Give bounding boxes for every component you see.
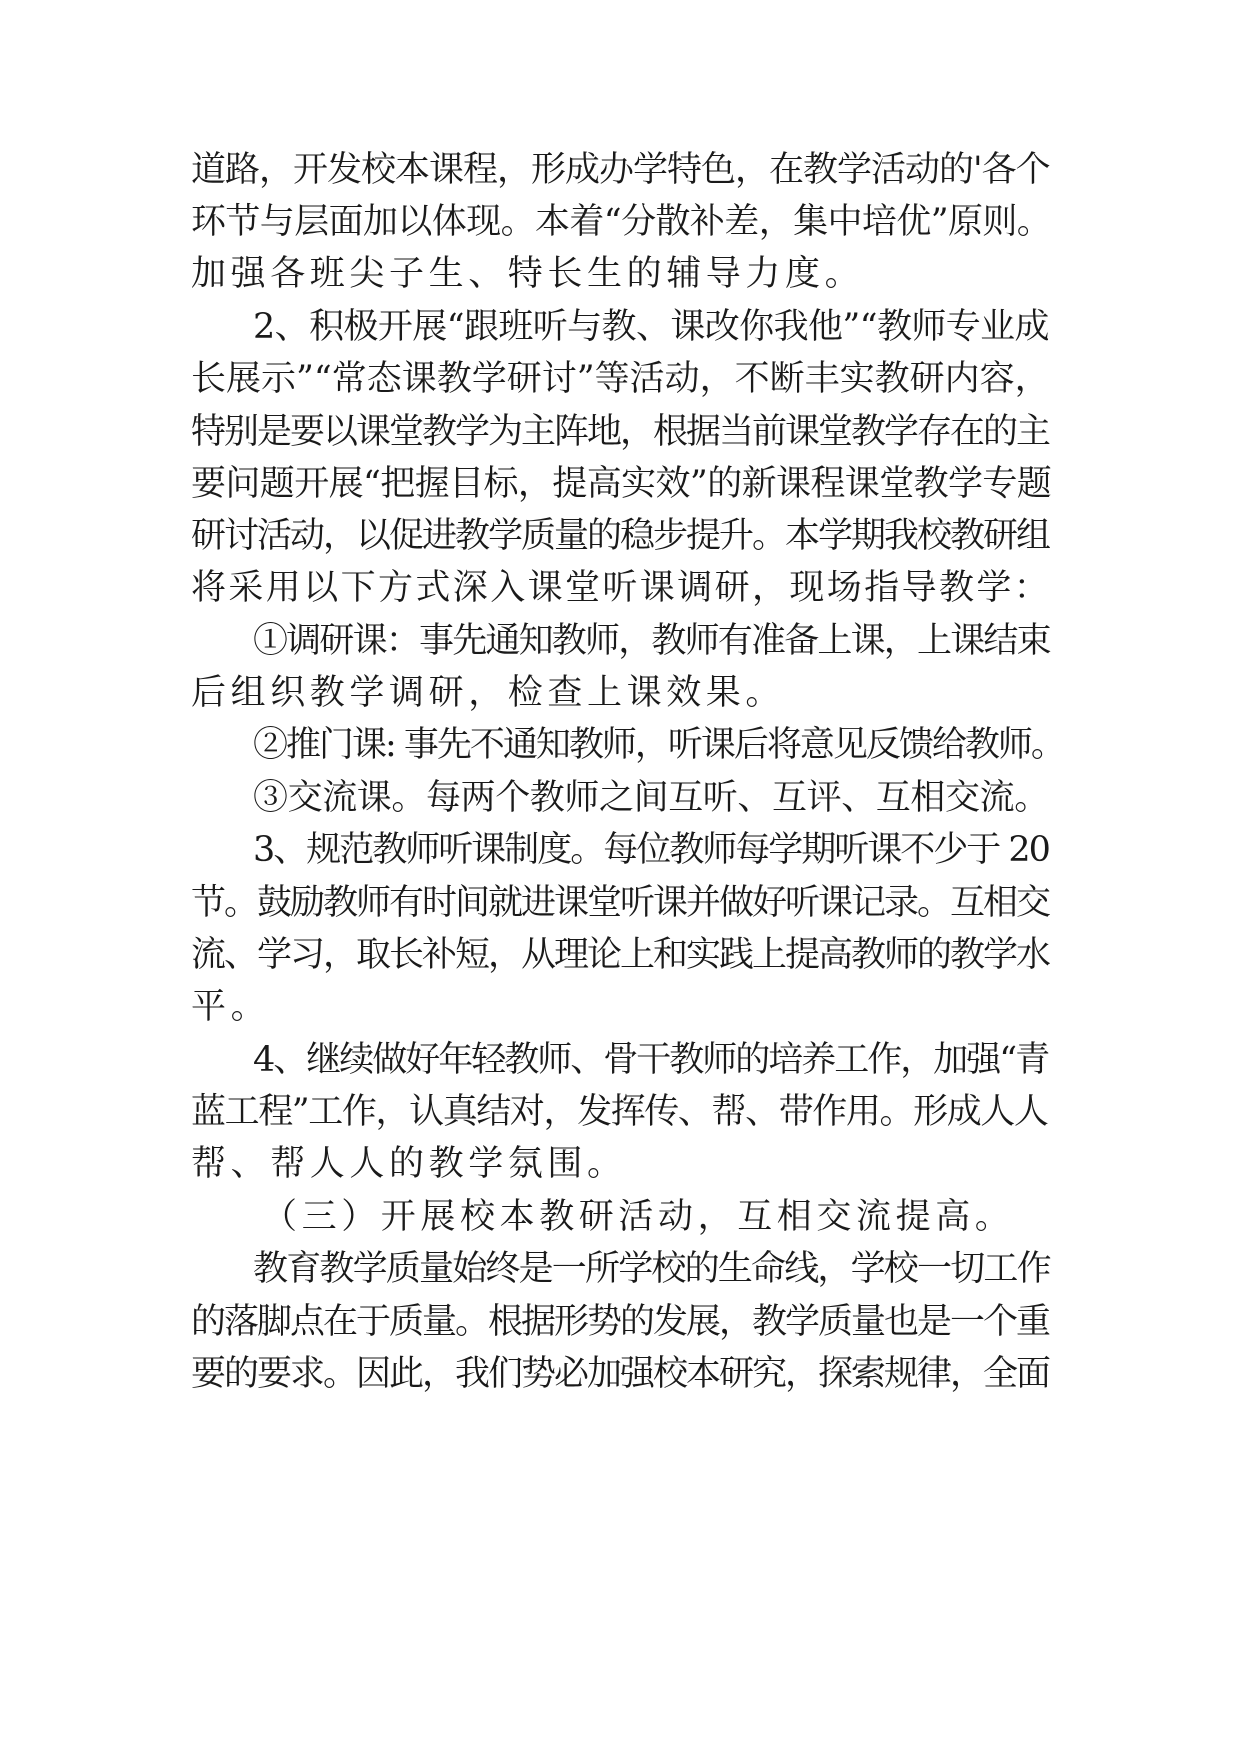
text-line: 流、学习，取长补短，从理论上和实践上提高教师的教学水 <box>191 935 1050 975</box>
text-line: 平。 <box>191 987 271 1027</box>
text-line: 特别是要以课堂教学为主阵地，根据当前课堂教学存在的主 <box>191 412 1050 452</box>
text-line: 将采用以下方式深入课堂听课调研，现场指导教学： <box>191 568 1052 608</box>
text-line: 节。鼓励教师有时间就进课堂听课并做好听课记录。互相交 <box>191 883 1050 923</box>
text-line: 要的要求。因此，我们势必加强校本研究，探索规律，全面 <box>191 1354 1050 1394</box>
text-line: 的落脚点在于质量。根据形势的发展，教学质量也是一个重 <box>191 1302 1050 1342</box>
text-line: 帮、帮人人的教学氛围。 <box>191 1144 627 1184</box>
text-line: ③交流课。每两个教师之间互听、互评、互相交流。 <box>253 778 1049 818</box>
text-line: 道路，开发校本课程，形成办学特色，在教学活动的'各个 <box>191 150 1050 190</box>
text-line: 加强各班尖子生、特长生的辅导力度。 <box>191 254 865 294</box>
text-line: 要问题开展“把握目标，提高实效”的新课程课堂教学专题 <box>191 464 1052 504</box>
text-line: 长展示”“常态课教学研讨”等活动，不断丰实教研内容， <box>191 359 1050 399</box>
text-line: 4、继续做好年轻教师、骨干教师的培养工作，加强“青 <box>253 1040 1049 1080</box>
text-line: 研讨活动，以促进教学质量的稳步提升。本学期我校教研组 <box>191 516 1050 556</box>
text-line: ②推门课: 事先不通知教师，听课后将意见反馈给教师。 <box>253 725 1064 765</box>
text-line: ①调研课：事先通知教师，教师有准备上课，上课结束 <box>253 621 1050 661</box>
text-line: 3、规范教师听课制度。每位教师每学期听课不少于 20 <box>253 830 1049 870</box>
section-heading: （三）开展校本教研活动，互相交流提高。 <box>262 1197 1015 1237</box>
text-line: 2、积极开展“跟班听与教、课改你我他”“教师专业成 <box>253 307 1049 347</box>
text-line: 蓝工程”工作，认真结对，发挥传、帮、带作用。形成人人 <box>191 1092 1048 1132</box>
text-line: 后组织教学调研，检查上课效果。 <box>191 673 786 713</box>
text-line: 教育教学质量始终是一所学校的生命线，学校一切工作 <box>253 1249 1050 1289</box>
text-line: 环节与层面加以体现。本着“分散补差，集中培优”原则。 <box>191 202 1052 242</box>
